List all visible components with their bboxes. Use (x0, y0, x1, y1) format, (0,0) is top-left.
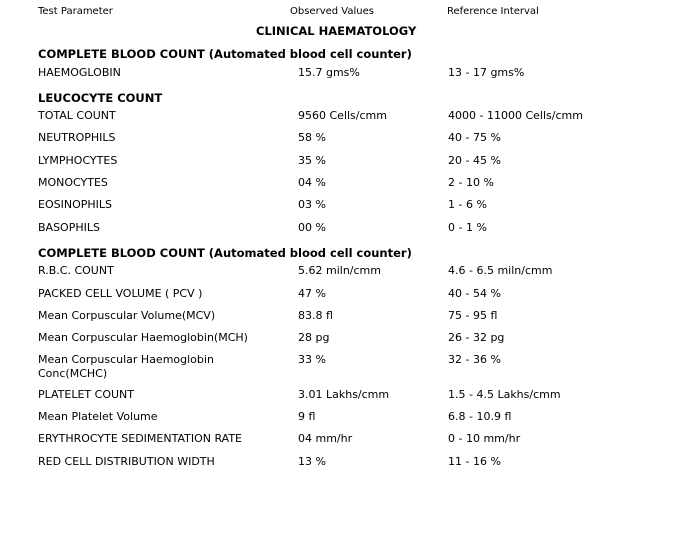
row-value: 03 % (298, 198, 326, 211)
row-value: 13 % (298, 455, 326, 468)
row-param: PACKED CELL VOLUME ( PCV ) (38, 287, 203, 300)
row-value: 9 fl (298, 410, 316, 423)
row-value: 5.62 miln/cmm (298, 264, 381, 277)
row-ref: 0 - 10 mm/hr (448, 432, 521, 445)
row-ref: 0 - 1 % (448, 221, 487, 234)
row-ref: 11 - 16 % (448, 455, 501, 468)
header-test-parameter: Test Parameter (38, 6, 113, 17)
row-param: BASOPHILS (38, 221, 100, 234)
row-param: Mean Platelet Volume (38, 410, 158, 423)
row-ref: 75 - 95 fl (448, 309, 498, 322)
row-param: Mean Corpuscular Haemoglobin(MCH) (38, 331, 248, 344)
row-param: TOTAL COUNT (38, 109, 116, 122)
row-value: 3.01 Lakhs/cmm (298, 388, 390, 401)
row-value: 33 % (298, 353, 326, 366)
row-param: EOSINOPHILS (38, 198, 112, 211)
row-param: ERYTHROCYTE SEDIMENTATION RATE (38, 432, 243, 445)
row-ref: 6.8 - 10.9 fl (448, 410, 512, 423)
row-param: LYMPHOCYTES (38, 154, 118, 167)
section-heading-leucocyte: LEUCOCYTE COUNT (38, 91, 163, 105)
row-value: 15.7 gms% (298, 66, 360, 79)
row-param: Mean Corpuscular Volume(MCV) (38, 309, 216, 322)
row-param: R.B.C. COUNT (38, 264, 114, 277)
row-param: HAEMOGLOBIN (38, 66, 121, 79)
row-value: 28 pg (298, 331, 330, 344)
row-value: 35 % (298, 154, 326, 167)
row-ref: 2 - 10 % (448, 176, 494, 189)
row-param: MONOCYTES (38, 176, 108, 189)
row-ref: 20 - 45 % (448, 154, 501, 167)
header-observed-values: Observed Values (290, 6, 374, 17)
row-ref: 4000 - 11000 Cells/cmm (448, 109, 583, 122)
row-ref: 40 - 54 % (448, 287, 501, 300)
row-ref: 1 - 6 % (448, 198, 487, 211)
row-value: 04 % (298, 176, 326, 189)
row-value: 00 % (298, 221, 326, 234)
header-reference-interval: Reference Interval (447, 6, 539, 17)
row-value: 58 % (298, 131, 326, 144)
row-value: 83.8 fl (298, 309, 333, 322)
row-ref: 40 - 75 % (448, 131, 501, 144)
row-param: RED CELL DISTRIBUTION WIDTH (38, 455, 215, 468)
row-value: 9560 Cells/cmm (298, 109, 387, 122)
row-ref: 13 - 17 gms% (448, 66, 525, 79)
row-value: 47 % (298, 287, 326, 300)
row-ref: 4.6 - 6.5 miln/cmm (448, 264, 553, 277)
row-param: PLATELET COUNT (38, 388, 134, 401)
report-title: CLINICAL HAEMATOLOGY (256, 24, 417, 38)
row-ref: 26 - 32 pg (448, 331, 505, 344)
section-heading-cbc-2: COMPLETE BLOOD COUNT (Automated blood cell counter) (38, 246, 412, 260)
row-param: Mean Corpuscular Haemoglobin Conc(MCHC) (38, 353, 214, 380)
row-param: NEUTROPHILS (38, 131, 116, 144)
row-ref: 32 - 36 % (448, 353, 501, 366)
row-value: 04 mm/hr (298, 432, 353, 445)
row-ref: 1.5 - 4.5 Lakhs/cmm (448, 388, 561, 401)
section-heading-cbc: COMPLETE BLOOD COUNT (Automated blood cell counter) (38, 47, 412, 61)
